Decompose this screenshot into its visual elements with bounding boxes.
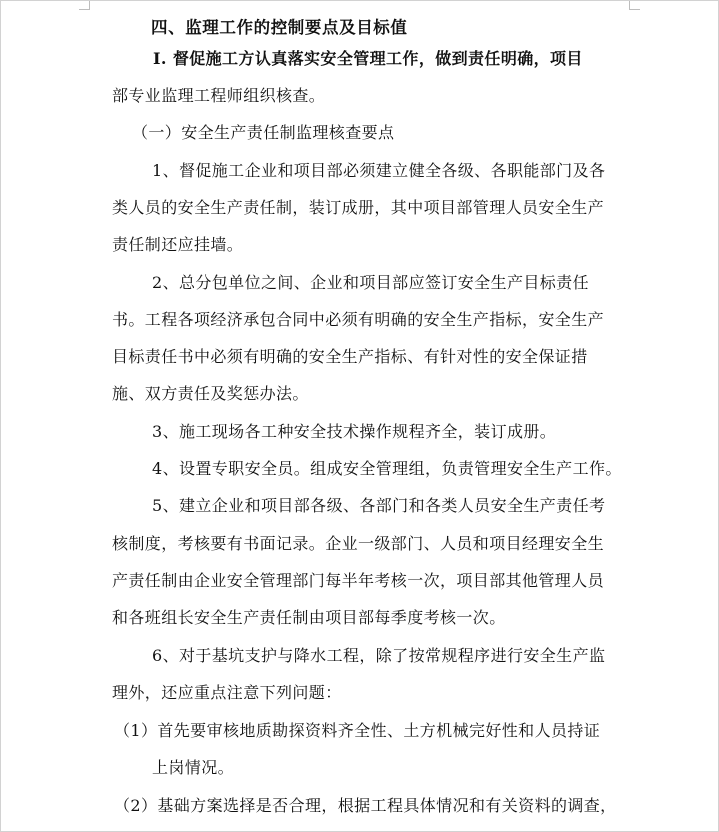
- page-corner-mark-left: [79, 0, 90, 10]
- paragraph-line: 责任制还应挂墙。: [112, 235, 244, 254]
- paragraph-line: 核制度，考核要有书面记录。企业一级部门、人员和项目经理安全生: [112, 534, 605, 553]
- paragraph-line: 5、建立企业和项目部各级、各部门和各类人员安全生产责任考: [152, 496, 606, 515]
- list-item-line: （1）首先要审核地质勘探资料齐全性、土方机械完好性和人员持证: [114, 721, 601, 740]
- paragraph-line: 6、对于基坑支护与降水工程，除了按常规程序进行安全生产监: [152, 646, 606, 665]
- paragraph-line: 2、总分包单位之间、企业和项目部应签订安全生产目标责任: [152, 273, 589, 292]
- paragraph-line: 产责任制由企业安全管理部门每半年考核一次，项目部其他管理人员: [112, 571, 605, 590]
- paragraph-line: 1、督促施工企业和项目部必须建立健全各级、各职能部门及各: [152, 161, 606, 180]
- list-item-line: 上岗情况。: [152, 758, 235, 777]
- paragraph-line: I. 督促施工方认真落实安全管理工作，做到责任明确，项目: [153, 49, 583, 68]
- page-corner-mark-right: [629, 0, 640, 10]
- paragraph-line: 书。工程各项经济承包合同中必须有明确的安全生产指标，安全生产: [112, 310, 605, 329]
- paragraph-line: 部专业监理工程师组织核查。: [112, 86, 326, 105]
- paragraph-line: 施、双方责任及奖惩办法。: [112, 384, 309, 403]
- paragraph-line: 理外，还应重点注意下列问题：: [112, 683, 342, 702]
- section-heading: 四、监理工作的控制要点及目标值: [151, 18, 408, 37]
- paragraph-line: 4、设置专职安全员。组成安全管理组，负责管理安全生产工作。: [152, 459, 622, 478]
- paragraph-line: 3、施工现场各工种安全技术操作规程齐全，装订成册。: [152, 422, 557, 441]
- list-item-line: （2）基础方案选择是否合理，根据工程具体情况和有关资料的调查，: [114, 796, 617, 815]
- subsection-heading: （一）安全生产责任制监理核查要点: [132, 123, 395, 142]
- paragraph-line: 类人员的安全生产责任制，装订成册，其中项目部管理人员安全生产: [112, 198, 605, 217]
- paragraph-line: 目标责任书中必须有明确的安全生产指标、有针对性的安全保证措: [112, 347, 588, 366]
- paragraph-line: 和各班组长安全生产责任制由项目部每季度考核一次。: [112, 608, 506, 627]
